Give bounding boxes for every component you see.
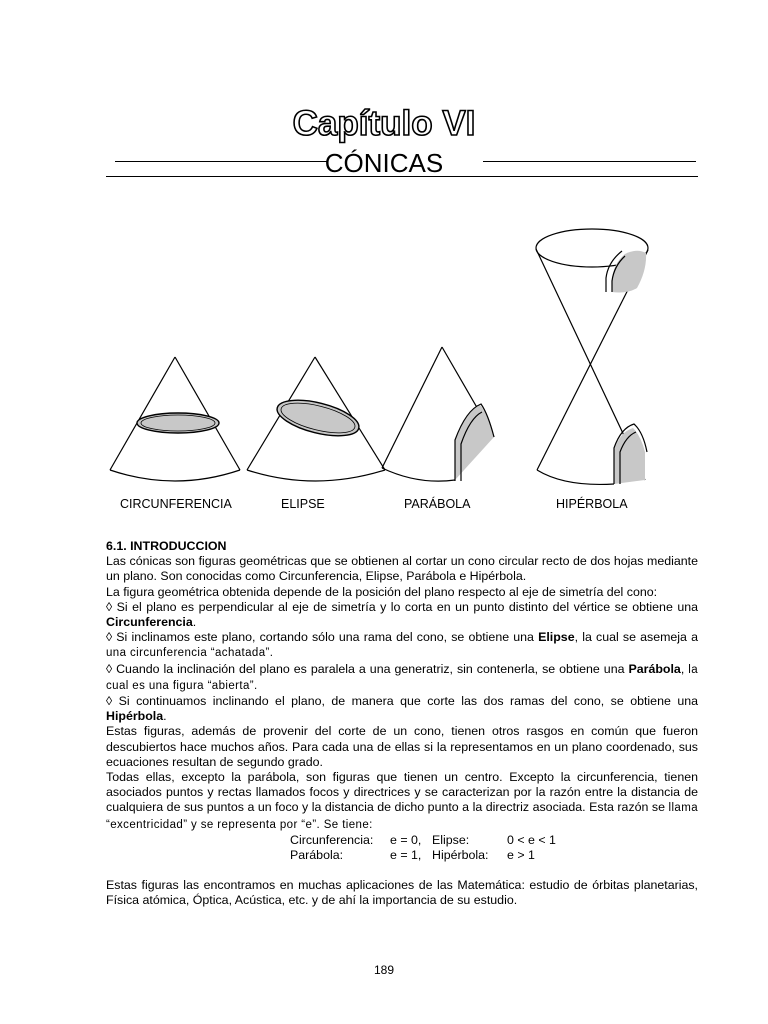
- cone-circle: [110, 357, 240, 481]
- chapter-title: Capítulo VI: [292, 104, 476, 143]
- conic-sections-figure: [0, 225, 768, 510]
- bullet-elipse: ◊ Si inclinamos este plano, cortando sólo una rama del cono, se obtiene una Elipse, la cual se asemeja a una circunferencia “achatada”.: [106, 630, 698, 660]
- section-content: [106, 539, 698, 909]
- label-parabola: PARÁBOLA: [404, 497, 471, 511]
- label-circunferencia: CIRCUNFERENCIA: [120, 497, 232, 511]
- paragraph-3: Estas figuras, además de provenir del corte de un cono, tienen otros rasgos en común que fueron descubiertos hace muchos años. Para cada una de ellas si la representamos en un plano coordenado, sus ecuaciones resultan de segundo grado.: [106, 724, 698, 769]
- label-elipse: ELIPSE: [281, 497, 325, 511]
- eccentricity-table: [106, 833, 698, 863]
- bullet-parabola: ◊ Cuando la inclinación del plano es paralela a una generatriz, sin contenerla, se obtiene una Parábola, la cual es una figura “abierta”.: [106, 661, 699, 692]
- paragraph-5: Estas figuras las encontramos en muchas aplicaciones de las Matemática: estudio de órbitas planetarias, Física atómica, Óptica, Acústica, etc. y de ahí la importancia de su estudio.: [106, 878, 698, 908]
- page-title: CÓNICAS: [324, 148, 444, 178]
- paragraph-4: Todas ellas, excepto la parábola, son figuras que tienen un centro. Excepto la circunferencia, tienen asociados puntos y rectas llamados focos y directrices y se caracterizan por la razón entre la distancia de cualquiera de sus puntos a un foco y la distancia de dicho punto a la directriz asociada. Esta razón se llama “excentricidad” y se representa por “e”. Se tiene:: [106, 770, 698, 831]
- cone-parabola: [382, 347, 494, 481]
- table-row: Parábola: e = 1, Hipérbola: e > 1: [290, 848, 535, 863]
- bullet-hiperbola: ◊ Si continuamos inclinando el plano, de manera que corte las dos ramas del cono, se obtiene una Hipérbola.: [106, 694, 698, 724]
- paragraph-2: La figura geométrica obtenida depende de la posición del plano respecto al eje de simetría del cono:: [106, 584, 658, 599]
- page-number: 189: [373, 963, 395, 977]
- cone-hyperbola: [536, 229, 648, 484]
- cone-ellipse: [247, 357, 385, 481]
- paragraph-1: Las cónicas son figuras geométricas que se obtienen al cortar un cono circular recto de dos hojas mediante un plano. Son conocidas como Circunferencia, Elipse, Parábola e Hipérbola.: [106, 554, 698, 584]
- table-row: Circunferencia: e = 0, Elipse: 0 < e < 1: [290, 832, 556, 847]
- bullet-circunferencia: ◊ Si el plano es perpendicular al eje de simetría y lo corta en un punto distinto del vértice se obtiene una Circunferencia.: [106, 599, 698, 630]
- section-heading: 6.1. INTRODUCCION: [106, 539, 227, 553]
- label-hiperbola: HIPÉRBOLA: [556, 497, 628, 511]
